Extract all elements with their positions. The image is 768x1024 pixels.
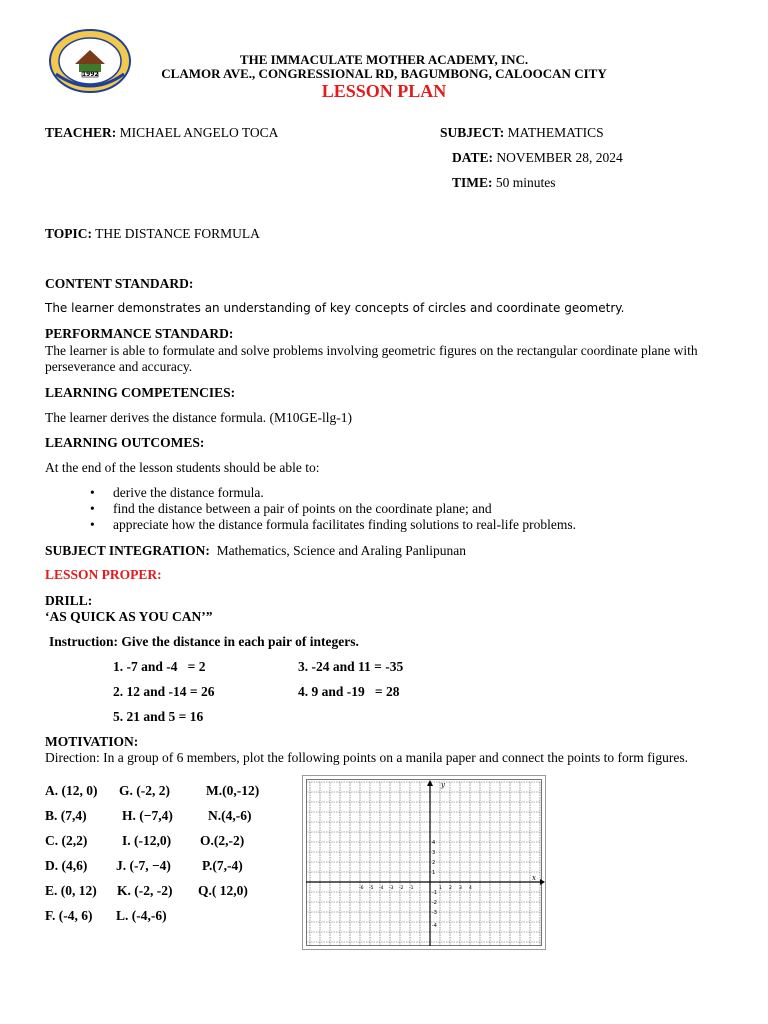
point-label: I. (-12,0) <box>122 833 172 848</box>
point-label: P.(7,-4) <box>202 858 243 873</box>
point-label: N.(4,-6) <box>208 808 252 823</box>
logo-year: 1992 <box>82 71 99 78</box>
drill-item: 4. 9 and -19 = 28 <box>298 684 400 699</box>
x-tick-label: -4 <box>379 886 384 891</box>
outcomes-intro: At the end of the lesson students should be able to: <box>45 460 320 475</box>
content-standard-heading: CONTENT STANDARD: <box>45 276 194 291</box>
date-label: DATE: <box>452 150 494 165</box>
drill-item: 1. -7 and -4 = 2 <box>113 659 206 674</box>
x-tick-label: -5 <box>369 886 374 891</box>
point-label: J. (-7, −4) <box>116 858 171 873</box>
x-tick-label: -2 <box>399 886 404 891</box>
topic-label: TOPIC: <box>45 226 93 241</box>
competencies-heading: LEARNING COMPETENCIES: <box>45 385 236 400</box>
point-label: B. (7,4) <box>45 808 87 823</box>
point-label: K. (-2, -2) <box>117 883 173 898</box>
x-tick-label: 1 <box>439 886 442 891</box>
point-label: A. (12, 0) <box>45 783 98 798</box>
list-item: • find the distance between a pair of points on the coordinate plane; and <box>90 501 492 516</box>
school-name: THE IMMACULATE MOTHER ACADEMY, INC. <box>239 52 529 67</box>
x-tick-label: 2 <box>449 886 452 891</box>
document-title: LESSON PLAN <box>321 81 447 101</box>
point-label: Q.( 12,0) <box>198 883 248 898</box>
list-item: • appreciate how the distance formula facilitates finding solutions to real-life problems. <box>90 517 576 532</box>
point-label: D. (4,6) <box>45 858 88 873</box>
subject-line <box>440 125 604 141</box>
motivation-label: MOTIVATION: <box>45 734 139 749</box>
x-axis-label: x <box>532 874 536 882</box>
topic-line <box>45 226 260 242</box>
motivation-direction: Direction: In a group of 6 members, plot the following points on a manila paper and connect the points to form figures. <box>45 750 688 765</box>
y-tick-label: 3 <box>432 850 436 856</box>
coordinate-grid <box>302 775 546 950</box>
teacher-name: MICHAEL ANGELO TOCA <box>119 125 279 140</box>
point-label: C. (2,2) <box>45 833 88 848</box>
integration-label: SUBJECT INTEGRATION: <box>45 543 210 558</box>
x-tick-label: -6 <box>359 886 364 891</box>
school-address: CLAMOR AVE., CONGRESSIONAL RD, BAGUMBONG, CALOOCAN CITY <box>161 66 607 81</box>
subject-label: SUBJECT: <box>440 125 505 140</box>
topic-value: THE DISTANCE FORMULA <box>95 226 260 241</box>
outcomes-list <box>90 485 713 533</box>
teacher-line <box>45 125 278 141</box>
performance-standard-text: The learner is able to formulate and solve problems involving geometric figures on the rectangular coordinate plane with perseverance and accuracy. <box>45 343 698 374</box>
x-tick-label: 3 <box>459 886 462 891</box>
lesson-proper-heading: LESSON PROPER: <box>45 567 162 582</box>
integration-line <box>45 543 466 559</box>
y-tick-label: 2 <box>432 860 436 866</box>
drill-item: 3. -24 and 11 = -35 <box>298 659 404 674</box>
integration-text: Mathematics, Science and Araling Panlipunan <box>216 543 466 558</box>
time-value: 50 minutes <box>495 175 556 190</box>
drill-item: 2. 12 and -14 = 26 <box>113 684 215 699</box>
point-label: L. (-4,-6) <box>116 908 167 923</box>
drill-label: DRILL: <box>45 593 93 608</box>
list-item: • derive the distance formula. <box>90 485 264 500</box>
x-tick-label: -1 <box>409 886 414 891</box>
time-label: TIME: <box>452 175 493 190</box>
teacher-label: TEACHER: <box>45 125 117 140</box>
content-standard-text: The learner demonstrates an understanding of key concepts of circles and coordinate geometry. <box>45 301 625 315</box>
drill-instruction: Instruction: Give the distance in each pair of integers. <box>49 634 359 649</box>
y-tick-label: 1 <box>432 870 436 876</box>
point-label: G. (-2, 2) <box>119 783 170 798</box>
y-tick-label: -2 <box>432 900 437 906</box>
point-label: F. (-4, 6) <box>45 908 93 923</box>
performance-standard-heading: PERFORMANCE STANDARD: <box>45 326 234 341</box>
time-line <box>452 175 556 191</box>
date-value: NOVEMBER 28, 2024 <box>496 150 623 165</box>
outcomes-heading: LEARNING OUTCOMES: <box>45 435 205 450</box>
date-line <box>452 150 623 166</box>
y-axis-label: y <box>441 781 445 789</box>
y-tick-label: -4 <box>432 923 437 929</box>
x-tick-label: 4 <box>469 886 472 891</box>
point-label: M.(0,-12) <box>206 783 260 798</box>
point-label: O.(2,-2) <box>200 833 245 848</box>
drill-title: ‘AS QUICK AS YOU CAN’” <box>45 609 213 624</box>
subject-value: MATHEMATICS <box>507 125 604 140</box>
y-tick-label: -3 <box>432 910 437 916</box>
y-tick-label: -1 <box>432 890 437 896</box>
competencies-text: The learner derives the distance formula. (M10GE-llg-1) <box>45 410 353 425</box>
drill-item: 5. 21 and 5 = 16 <box>113 709 204 724</box>
x-tick-label: -3 <box>389 886 394 891</box>
point-label: H. (−7,4) <box>122 808 173 823</box>
y-tick-label: 4 <box>432 840 436 846</box>
point-label: E. (0, 12) <box>45 883 97 898</box>
